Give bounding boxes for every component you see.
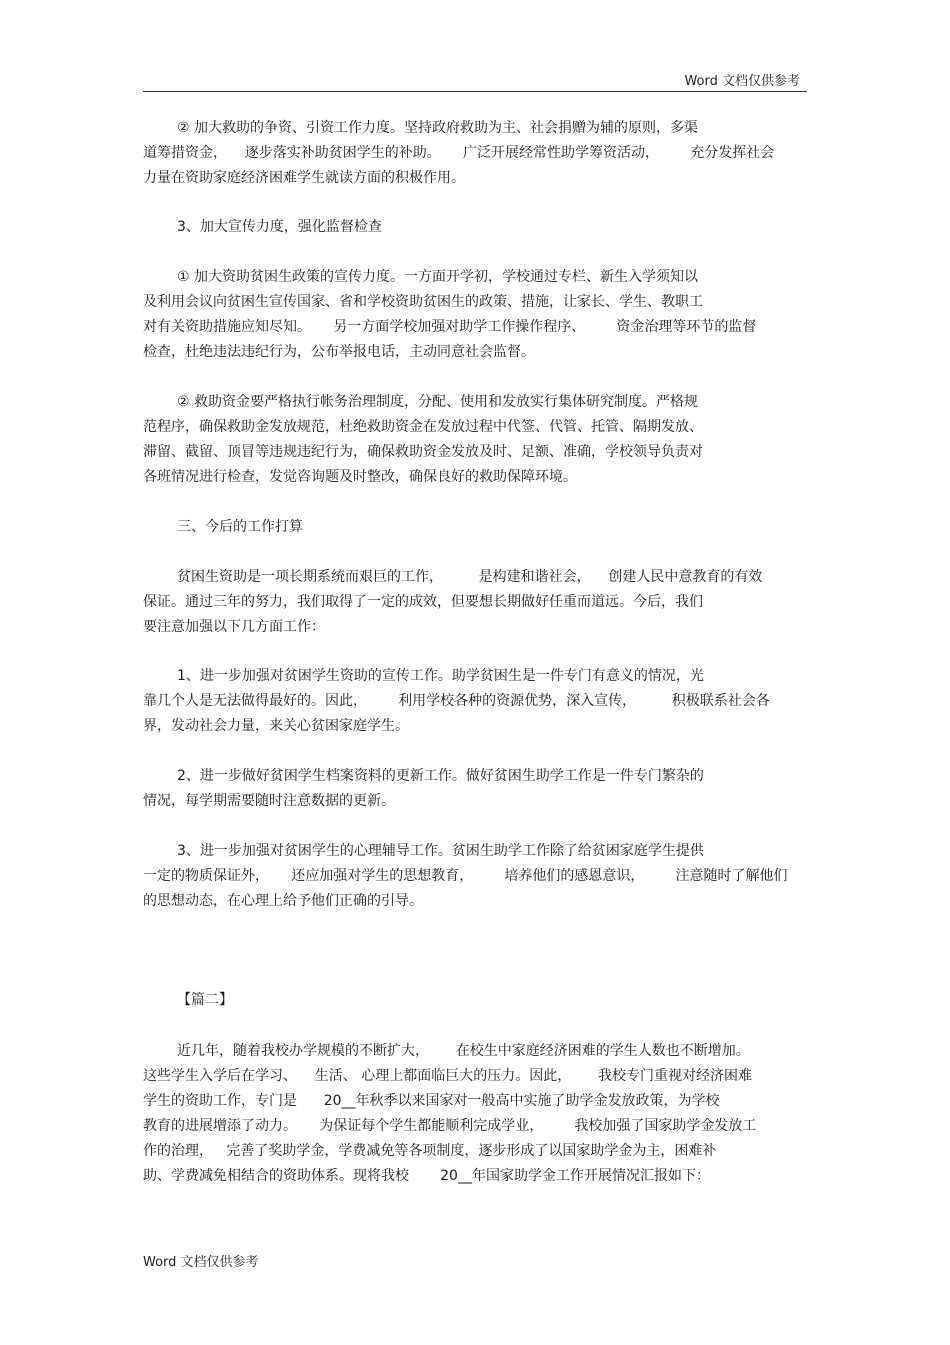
header-divider [143,91,807,92]
text-line: 保证。通过三年的努力，我们取得了一定的成效，但要想长期做好任重而道远。今后，我们 [143,594,703,610]
text-line: 3、进一步加强对贫困学生的心理辅导工作。贫困生助学工作除了给贫困家庭学生提供 [177,843,704,859]
text-line: 滞留、截留、顶冒等违规违纪行为，确保救助资金发放及时、足额、准确，学校领导负责对 [143,444,703,460]
text-line: 靠几个人是无法做得最好的。因此， 利用学校各种的资源优势，深入宣传， 积极联系社会各 [143,693,770,709]
text-line: 对有关资助措施应知尽知。 另一方面学校加强对助学工作操作程序、 资金治理等环节的监督 [143,319,757,335]
text-line: 教育的进展增添了动力。 为保证每个学生都能顺利完成学业， 我校加强了国家助学金发放工 [143,1118,757,1134]
text-line: 贫困生资助是一项长期系统而艰巨的工作， 是构建和谐社会， 创建人民中意教育的有效 [177,569,763,585]
text-line: 这些学生入学后在学习、 生活、 心理上都面临巨大的压力。因此， 我校专门重视对经济困难 [143,1068,752,1084]
text-line: 1、进一步加强对贫困学生资助的宣传工作。助学贫困生是一件专门有意义的情况，光 [177,668,704,684]
text-line: ② 加大救助的争资、引资工作力度。坚持政府救助为主、社会捐赠为辅的原则，多渠 [177,120,698,136]
text-line: ② 救助资金要严格执行帐务治理制度，分配、使用和发放实行集体研究制度。严格规 [177,394,698,410]
text-line: 一定的物质保证外， 还应加强对学生的思想教育， 培养他们的感恩意识， 注意随时了解他们 [143,868,788,884]
text-line: ① 加大资助贫困生政策的宣传力度。一方面开学初，学校通过专栏、新生入学须知以 [177,269,698,285]
text-line: 情况，每学期需要随时注意数据的更新。 [143,793,395,809]
text-line: 及利用会议向贫困生宣传国家、省和学校资助贫困生的政策、措施，让家长、学生、教职工 [143,294,703,310]
text-line: 范程序，确保救助金发放规范，杜绝救助资金在发放过程中代签、代管、托管、隔期发放、 [143,419,703,435]
header-text: Word 文档仅供参考 [684,74,800,89]
text-line: 近几年，随着我校办学规模的不断扩大， 在校生中家庭经济困难的学生人数也不断增加。 [177,1043,750,1059]
section-heading: 3、加大宣传力度，强化监督检查 [177,219,382,235]
text-line: 学生的资助工作，专门是 20__年秋季以来国家对一般高中实施了助学金发放政策，为学校 [143,1093,720,1109]
text-line: 力量在资助家庭经济困难学生就读方面的积极作用。 [143,170,465,186]
footer-text: Word 文档仅供参考 [143,1255,259,1270]
text-line: 检查，杜绝违法违纪行为，公布举报电话，主动同意社会监督。 [143,344,535,360]
text-line: 要注意加强以下几方面工作： [143,619,325,635]
section-heading: 三、今后的工作打算 [177,519,303,535]
text-line: 各班情况进行检查，发觉咨询题及时整改，确保良好的救助保障环境。 [143,469,577,485]
text-line: 作的治理， 完善了奖助学金，学费减免等各项制度，逐步形成了以国家助学金为主，困难补 [143,1143,717,1159]
text-line: 道筹措资金， 逐步落实补助贫困学生的补助。 广泛开展经常性助学筹资活动， 充分发挥社会 [143,145,775,161]
text-line: 2、进一步做好贫困学生档案资料的更新工作。做好贫困生助学工作是一件专门繁杂的 [177,768,704,784]
text-line: 的思想动态，在心理上给予他们正确的引导。 [143,893,423,909]
text-line: 助、学费减免相结合的资助体系。现将我校 20__年国家助学金工作开展情况汇报如下： [143,1168,710,1184]
section-heading: 【篇二】 [177,992,233,1008]
text-line: 界，发动社会力量，来关心贫困家庭学生。 [143,718,409,734]
